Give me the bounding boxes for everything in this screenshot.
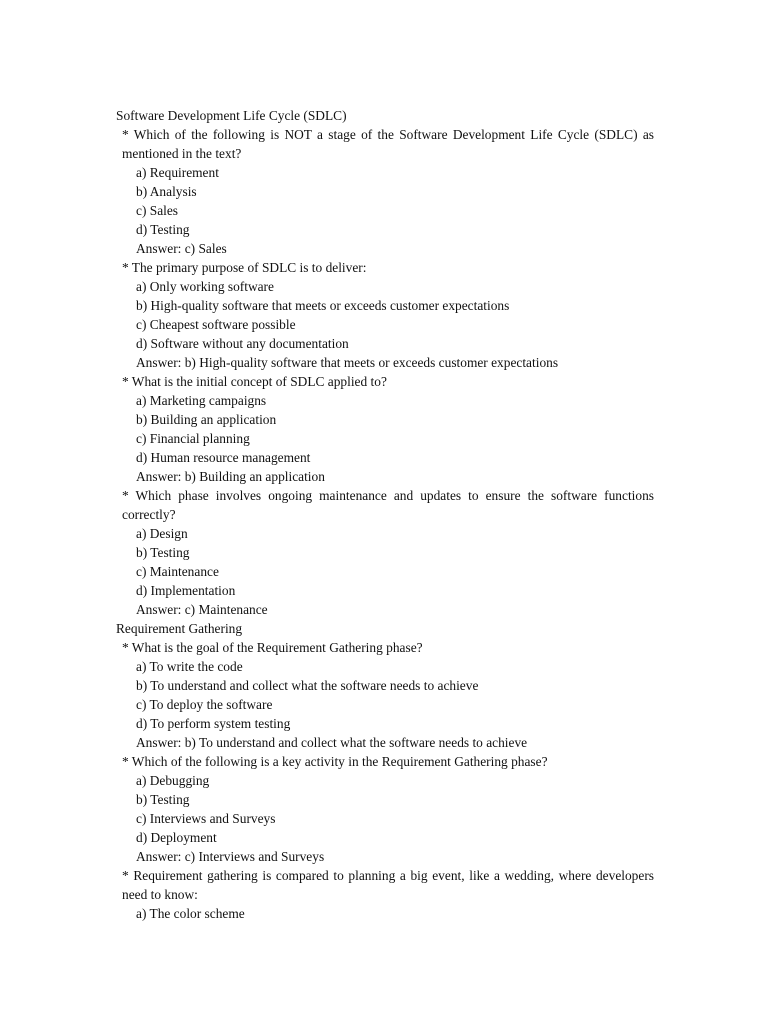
option-4d: d) Implementation — [136, 583, 236, 598]
option-1d: d) Testing — [136, 222, 190, 237]
option-6a: a) Debugging — [136, 773, 210, 788]
answer-6: Answer: c) Interviews and Surveys — [136, 849, 325, 864]
option-3a: a) Marketing campaigns — [136, 393, 267, 408]
section-heading-sdlc: Software Development Life Cycle (SDLC) — [116, 108, 347, 123]
option-6b: b) Testing — [136, 792, 190, 807]
option-3d: d) Human resource management — [136, 450, 311, 465]
document-body — [116, 106, 654, 923]
option-6c: c) Interviews and Surveys — [136, 811, 276, 826]
answer-2: Answer: b) High-quality software that meets or exceeds customer expectations — [136, 355, 559, 370]
option-4b: b) Testing — [136, 545, 190, 560]
question-4: * Which phase involves ongoing maintenance and updates to ensure the software functions correctly? — [122, 488, 654, 522]
answer-4: Answer: c) Maintenance — [136, 602, 268, 617]
option-3b: b) Building an application — [136, 412, 277, 427]
option-4c: c) Maintenance — [136, 564, 219, 579]
section-heading-requirement-gathering: Requirement Gathering — [116, 621, 243, 636]
question-1: * Which of the following is NOT a stage of the Software Development Life Cycle (SDLC) as mentioned in the text? — [122, 127, 654, 161]
answer-1: Answer: c) Sales — [136, 241, 227, 256]
question-3: * What is the initial concept of SDLC applied to? — [122, 374, 387, 389]
option-3c: c) Financial planning — [136, 431, 250, 446]
question-5: * What is the goal of the Requirement Gathering phase? — [122, 640, 423, 655]
option-2a: a) Only working software — [136, 279, 274, 294]
question-2: * The primary purpose of SDLC is to deliver: — [122, 260, 367, 275]
answer-5: Answer: b) To understand and collect what the software needs to achieve — [136, 735, 528, 750]
option-2b: b) High-quality software that meets or exceeds customer expectations — [136, 298, 510, 313]
option-4a: a) Design — [136, 526, 188, 541]
option-2d: d) Software without any documentation — [136, 336, 349, 351]
option-1c: c) Sales — [136, 203, 179, 218]
answer-3: Answer: b) Building an application — [136, 469, 325, 484]
question-6: * Which of the following is a key activity in the Requirement Gathering phase? — [122, 754, 548, 769]
option-7a: a) The color scheme — [136, 906, 245, 921]
option-5d: d) To perform system testing — [136, 716, 291, 731]
question-7: * Requirement gathering is compared to planning a big event, like a wedding, where developers need to know: — [122, 868, 654, 902]
option-5a: a) To write the code — [136, 659, 243, 674]
option-5b: b) To understand and collect what the software needs to achieve — [136, 678, 479, 693]
option-6d: d) Deployment — [136, 830, 217, 845]
option-2c: c) Cheapest software possible — [136, 317, 296, 332]
option-1a: a) Requirement — [136, 165, 219, 180]
option-5c: c) To deploy the software — [136, 697, 273, 712]
option-1b: b) Analysis — [136, 184, 197, 199]
